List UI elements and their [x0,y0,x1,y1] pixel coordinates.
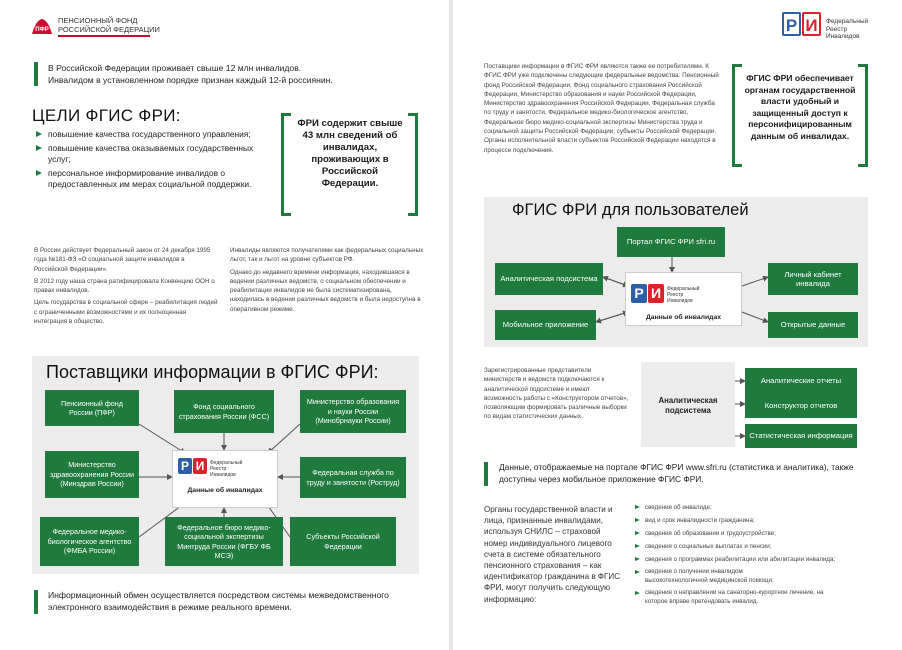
info-item: сведения об образовании и трудоустройстве; [635,527,875,540]
info-item: сведения о программах реабилитации или абилитации инвалида; [635,553,875,566]
logo-text-line: Реестр [210,466,227,472]
users-title: ФГИС ФРИ для пользователей [512,201,749,219]
body-paragraph: Однако до недавнего времени информация, находившаяся в ведении различных ведомств, о социальном обеспечении и реабилитации инвалидов не была систематизирована, находилась в ведении различных ведомств и была недоступна в оперативном режиме. [230,268,421,313]
header-divider [58,35,150,37]
body-paragraph: Цель государства в социальной сфере – реабилитация людей с ограниченными возможностями и их полноценная интеграция в общество. [34,299,218,326]
portal-box: Портал ФГИС ФРИ sfri.ru [617,227,725,257]
provider-box: Федеральная служба по труду и занятости (Роструд) [300,457,406,498]
body-paragraph: В 2012 году наша страна ратифицировала Конвенцию ООН о правах инвалидов. [34,277,215,295]
logo-text-line: Инвалидов [826,33,860,40]
exchange-note: Информационный обмен осуществляется посредством системы межведомственного электронного взаимодействия в режиме реального времени. [48,590,389,612]
info-list [635,501,875,608]
goal-item: повышение качества государственного управления; [36,129,261,140]
accent-bar [34,62,38,86]
goals-list [36,129,261,193]
sfri-header-logo-text [826,18,868,41]
organs-text: Органы государственной власти и лица, признанные инвалидами, используя СНИЛС – страховой номер индивидуального лицевого счета в системе обязательного пенсионного страхования – как идентификатор гражданина в ФГИС ФРИ, могут получить следующую информацию: [484,505,621,604]
provider-box: Субъекты Российской Федерации [290,517,396,566]
suppliers-text: Поставщики информации в ФГИС ФРИ являются также ее потребителями. К ФГИС ФРИ уже подключены следующие федеральные ведомства: Пенсионный фонд Российской Федерации, Фонд социального страхования Российской Федерации, Министерство образования и науки Российской Федерации, Министерство здравоохранения Российской Федерации, Федеральная служба по труду и занятости, Федеральное медико-биологическое агентство, Федеральное бюро медико-социальной экспертизы Министерства труда и социальной защиты Российской Федерации, субъекты Российской Федерации. Органы исполнительной власти субъектов Российской Федерации находятся в процессе подключения. [484,63,719,154]
logo-text-line: Реестр [667,292,684,298]
report-box: Аналитические отчеты [745,368,857,394]
provider-box: Федеральное бюро медико-социальной экспертизы Минтруда России (ФГБУ ФБ МСЭ) [165,517,283,566]
analytic-subsystem-label: Аналитическая подсистема [658,396,718,415]
intro-line: Инвалидом в установленном порядке признан каждый 12-й россиянин. [48,75,333,85]
callout-text: ФГИС ФРИ обеспечивает органам государственной власти удобный и защищенный доступ к персонифицированным данным об инвалидах. [744,73,856,141]
logo-text-line: Инвалидов [667,298,693,304]
logo-text [210,460,242,478]
body-column-1 [34,246,218,329]
mobile-box: Мобильное приложение [495,310,596,340]
center-caption: Данные об инвалидах [187,487,263,494]
accent-bar [34,590,38,614]
logo-letter-i: И [802,12,821,36]
logo-text-line: Инвалидов [210,472,236,478]
intro-line: В Российской Федерации проживает свыше 12 млн инвалидов. [48,63,302,73]
report-box: Конструктор отчетов [745,394,857,418]
logo-letter-i: И [648,284,664,303]
pfr-title [58,16,160,34]
report-box: Статистическая информация [745,424,857,448]
analytic-box: Аналитическая подсистема [495,263,603,295]
provider-box: Федеральное медико-биологическое агентство (ФМБА России) [40,517,139,566]
logo-text-line: Федеральный [826,18,869,25]
logo-letter-r: Р [178,458,192,474]
accent-bar [484,462,488,486]
logo-letter-r: Р [631,284,647,303]
cabinet-box: Личный кабинет инвалида [768,263,858,295]
intro-text [48,62,428,86]
info-item: сведения о направлении на санаторно-курортное лечение, на которое вправе претендовать инвалид. [635,587,840,608]
providers-title: Поставщики информации в ФГИС ФРИ: [46,362,379,382]
provider-box: Фонд социального страхования России (ФСС) [174,390,274,433]
callout-text: ФРИ содержит свыше 43 млн сведений об инвалидах, проживающих в Российской Федерации. [297,118,403,189]
provider-box: Министерство здравоохранения России (Минздрав России) [45,451,139,498]
body-paragraph: В России действует Федеральный закон от 24 декабря 1995 года №181-ФЗ «О социальной защите инвалидов в Российской Федерации». [34,247,211,273]
sfri-logo-icon [631,284,664,303]
portal-note: Данные, отображаемые на портале ФГИС ФРИ www.sfri.ru (статистика и аналитика), также доступны через мобильное приложение ФГИС ФРИ. [499,462,854,484]
info-item: вид и срок инвалидности гражданина; [635,514,875,527]
open-data-box: Открытые данные [768,312,858,338]
info-item: сведения о социальных выплатах и пенсии; [635,540,875,553]
logo-letter-i: И [193,458,207,474]
provider-box: Пенсионный фонд России (ПФР) [45,390,139,426]
info-item: сведения об инвалиде; [635,501,875,514]
body-paragraph: Инвалиды являются получателями как федеральных социальных льгот, так и льгот на уровне субъектов РФ. [230,247,424,264]
info-item: сведения о получении инвалидом высокотехнологичной медицинской помощи; [635,566,805,587]
sfri-header-logo-icon [782,12,821,36]
logo-text [667,286,699,304]
body-column-2 [230,246,425,317]
pfr-logo-icon [30,16,54,38]
pfr-title-line: РОССИЙСКОЙ ФЕДЕРАЦИИ [58,25,160,34]
goal-item: повышение качества оказываемых государственных услуг; [36,143,261,165]
logo-text-line: Реестр [826,25,848,33]
logo-text-line: Федеральный [210,460,243,466]
provider-box: Министерство образования и науки России (Минобрнауки России) [300,390,406,433]
pfr-title-line: ПЕНСИОННЫЙ ФОНД [58,16,138,25]
registered-text: Зарегистрированные представители министерств и ведомств подключаются к аналитической подсистеме и имеют возможность работы с «Конструктором отчетов», позволяющим формировать различные выборки по видам статистических данных. [484,367,629,421]
goal-item: персональное информирование инвалидов о предоставленных им мерах социальной поддержки. [36,168,261,190]
goals-title: ЦЕЛИ ФГИС ФРИ: [32,106,181,125]
pfr-logo-text: ПФР [35,27,49,33]
center-caption: Данные об инвалидах [645,314,722,321]
logo-letter-r: Р [782,12,801,36]
sfri-logo-icon [178,458,207,474]
logo-text-line: Федеральный [667,286,700,292]
